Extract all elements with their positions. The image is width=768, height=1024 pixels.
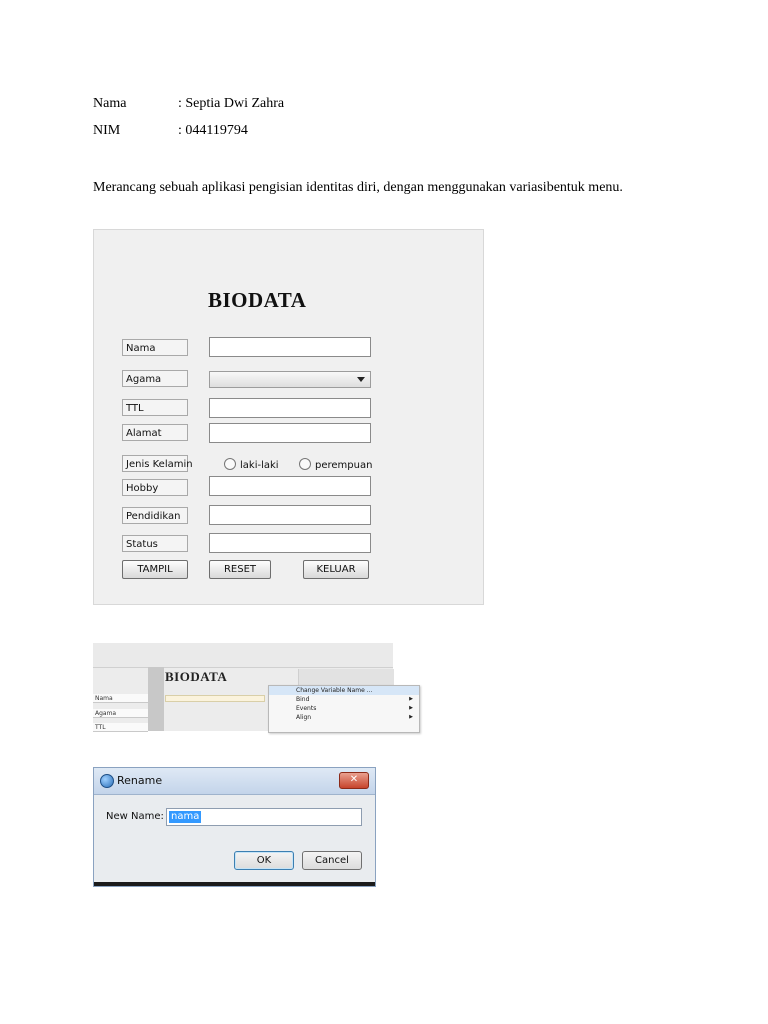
rename-dialog-screenshot — [93, 767, 376, 887]
ok-button[interactable]: OK — [234, 851, 294, 870]
submenu-arrow-icon: ▶ — [409, 714, 413, 720]
radio-circle-icon — [299, 458, 311, 470]
new-name-input[interactable] — [166, 808, 362, 826]
keluar-button[interactable]: KELUAR — [303, 560, 369, 579]
radio-laki-laki[interactable] — [224, 458, 279, 471]
radio-label: perempuan — [315, 460, 373, 471]
biodata-form-screenshot — [93, 229, 484, 605]
label-status: Status — [122, 535, 188, 552]
meta-value-nim: : 044119794 — [178, 123, 248, 138]
label-ttl: TTL — [122, 399, 188, 416]
menu-item-change-variable-name[interactable] — [269, 686, 419, 695]
submenu-arrow-icon: ▶ — [409, 705, 413, 711]
label-hobby: Hobby — [122, 479, 188, 496]
menu-item-label: Events — [296, 705, 317, 712]
tampil-button[interactable]: TAMPIL — [122, 560, 188, 579]
context-menu — [268, 685, 420, 733]
alamat-input[interactable] — [209, 423, 371, 443]
menu-item-label: Align — [296, 714, 312, 721]
hobby-input[interactable] — [209, 476, 371, 496]
editor-row-nama: Nama — [93, 694, 148, 703]
label-jenis-kelamin: Jenis Kelamin — [122, 455, 188, 472]
editor-screenshot — [93, 643, 413, 731]
status-input[interactable] — [209, 533, 371, 553]
editor-form-title: BIODATA — [165, 669, 228, 684]
editor-gutter — [148, 667, 164, 731]
menu-item-label: Bind — [296, 696, 310, 703]
selected-text: nama — [171, 811, 200, 822]
editor-row-ttl: TTL — [93, 723, 148, 732]
menu-item-bind[interactable] — [269, 695, 419, 704]
cancel-button[interactable]: Cancel — [302, 851, 362, 870]
task-description: Merancang sebuah aplikasi pengisian identitas diri, dengan menggunakan variasibentuk menu. — [93, 180, 623, 195]
reset-button[interactable]: RESET — [209, 560, 271, 579]
submenu-arrow-icon: ▶ — [409, 696, 413, 702]
label-pendidikan: Pendidikan — [122, 507, 188, 524]
nama-input[interactable] — [209, 337, 371, 357]
dialog-bottom-edge — [94, 882, 375, 886]
agama-select[interactable] — [209, 371, 371, 388]
new-name-label: New Name: — [106, 811, 164, 822]
label-nama: Nama — [122, 339, 188, 356]
meta-label-nama: Nama — [93, 96, 127, 111]
app-icon — [100, 774, 114, 788]
close-icon[interactable]: ✕ — [339, 772, 369, 789]
menu-item-label: Change Variable Name ... — [296, 687, 373, 694]
editor-row-agama: Agama — [93, 709, 148, 718]
editor-selected-field[interactable] — [165, 695, 265, 702]
dialog-title: Rename — [117, 774, 163, 787]
dialog-titlebar — [94, 768, 375, 795]
chevron-down-icon — [357, 377, 365, 382]
form-title: BIODATA — [208, 288, 307, 312]
editor-toolbar — [93, 643, 393, 668]
label-agama: Agama — [122, 370, 188, 387]
menu-item-align[interactable] — [269, 713, 419, 722]
radio-perempuan[interactable] — [299, 458, 372, 471]
pendidikan-input[interactable] — [209, 505, 371, 525]
radio-label: laki-laki — [240, 460, 279, 471]
meta-label-nim: NIM — [93, 123, 121, 138]
radio-circle-icon — [224, 458, 236, 470]
meta-value-nama: : Septia Dwi Zahra — [178, 96, 285, 111]
ttl-input[interactable] — [209, 398, 371, 418]
menu-item-events[interactable] — [269, 704, 419, 713]
label-alamat: Alamat — [122, 424, 188, 441]
